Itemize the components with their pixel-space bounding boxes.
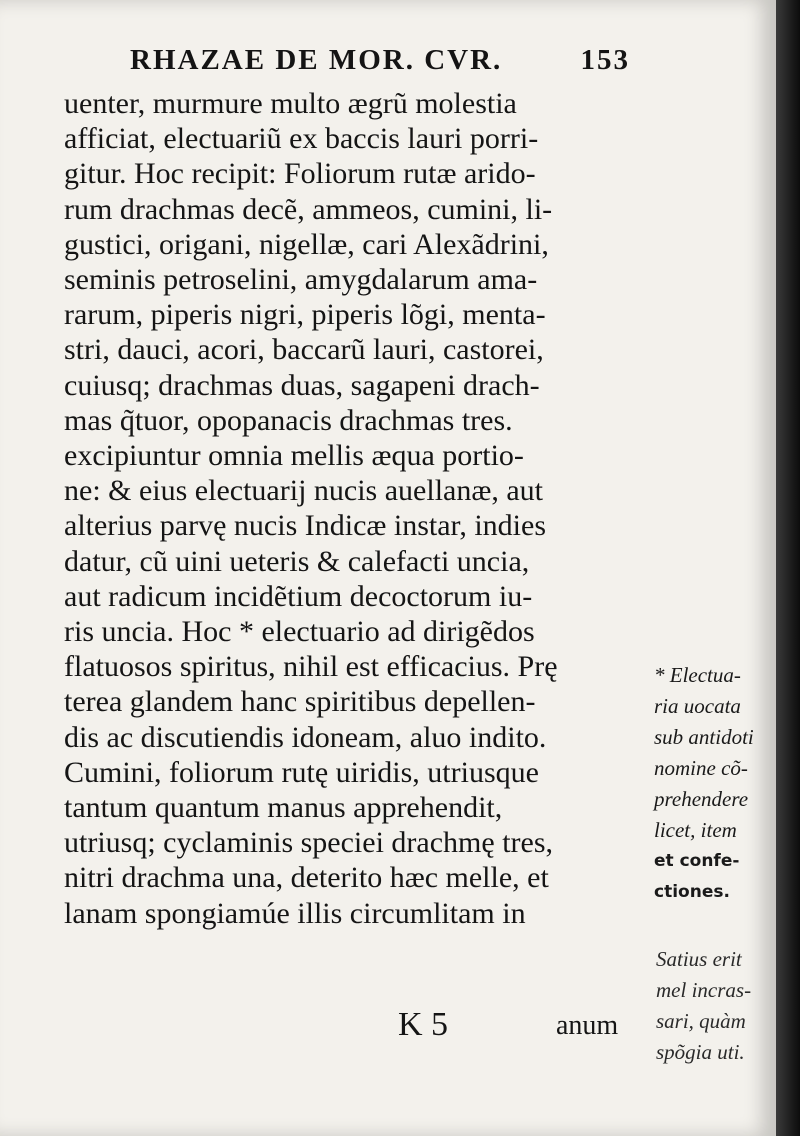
margin-note-line: mel incras- bbox=[656, 978, 752, 1002]
text-line: Cumini, foliorum rutę uiridis, utriusque bbox=[64, 755, 539, 789]
margin-note-line: Satius erit bbox=[656, 947, 742, 971]
text-line: alterius parvę nucis Indicæ instar, indies bbox=[64, 509, 547, 543]
text-line: lanam spongiamúe illis circumlitam in bbox=[64, 896, 526, 930]
text-line: utriusq; cyclaminis speciei drachmę tres, bbox=[64, 826, 554, 860]
margin-note-line: prehendere bbox=[654, 787, 749, 811]
text-line: ris uncia. Hoc * electuario ad dirigẽdos bbox=[64, 615, 535, 649]
text-line: cuiusq; drachmas duas, sagapeni drach- bbox=[64, 368, 540, 402]
page-number: 153 bbox=[580, 44, 630, 76]
text-line: afficiat, electuariũ ex baccis lauri porri- bbox=[64, 122, 539, 156]
margin-note-electuaria bbox=[654, 660, 754, 908]
text-line: terea glandem hanc spiritibus depellen- bbox=[64, 685, 536, 719]
text-line: nitri drachma una, deterito hæc melle, et bbox=[64, 861, 549, 895]
text-line: rum drachmas decẽ, ammeos, cumini, li- bbox=[64, 192, 553, 226]
catchword: anum bbox=[556, 1010, 619, 1041]
text-line: aut radicum incidẽtium decoctorum iu- bbox=[64, 579, 533, 613]
margin-note-line: ctiones. bbox=[654, 882, 730, 902]
margin-note-line: sari, quàm bbox=[656, 1009, 746, 1033]
running-header bbox=[130, 44, 630, 77]
book-spine-shadow bbox=[776, 0, 800, 1136]
text-line: stri, dauci, acori, baccarũ lauri, castorei, bbox=[64, 333, 544, 367]
text-line: seminis petroselini, amygdalarum ama- bbox=[64, 263, 538, 297]
text-line: uenter, murmure multo ægrũ molestia bbox=[64, 87, 517, 120]
text-line: excipiuntur omnia mellis æqua portio- bbox=[64, 439, 524, 473]
main-text-block bbox=[64, 86, 644, 931]
margin-note-line: licet, item bbox=[654, 818, 737, 842]
text-line: datur, cũ uini ueteris & calefacti uncia, bbox=[64, 544, 530, 578]
text-line: mas q̃tuor, opopanacis drachmas tres. bbox=[64, 403, 513, 437]
signature-mark: K 5 bbox=[398, 1006, 449, 1043]
text-line: rarum, piperis nigri, piperis lõgi, menta- bbox=[64, 298, 546, 332]
running-title: RHAZAE DE MOR. CVR. bbox=[130, 44, 503, 76]
margin-note-line: ria uocata bbox=[654, 694, 741, 718]
margin-note-line: nomine cõ- bbox=[654, 756, 748, 780]
text-line: gustici, origani, nigellæ, cari Alexãdrini, bbox=[64, 227, 549, 261]
text-line: ne: & eius electuarij nucis auellanæ, aut bbox=[64, 474, 544, 508]
text-line: dis ac discutiendis idoneam, aluo indito. bbox=[64, 720, 547, 754]
text-line: gitur. Hoc recipit: Foliorum rutæ arido- bbox=[64, 157, 536, 191]
margin-note-line: * Electua- bbox=[654, 663, 741, 687]
text-line: tantum quantum manus apprehendit, bbox=[64, 791, 503, 825]
margin-note-satius bbox=[656, 944, 751, 1068]
margin-note-line: sub antidoti bbox=[654, 725, 754, 749]
text-line: flatuosos spiritus, nihil est efficacius. Prę bbox=[64, 650, 558, 684]
margin-note-line: spõgia uti. bbox=[656, 1040, 745, 1064]
margin-note-line: et confe- bbox=[654, 851, 740, 871]
